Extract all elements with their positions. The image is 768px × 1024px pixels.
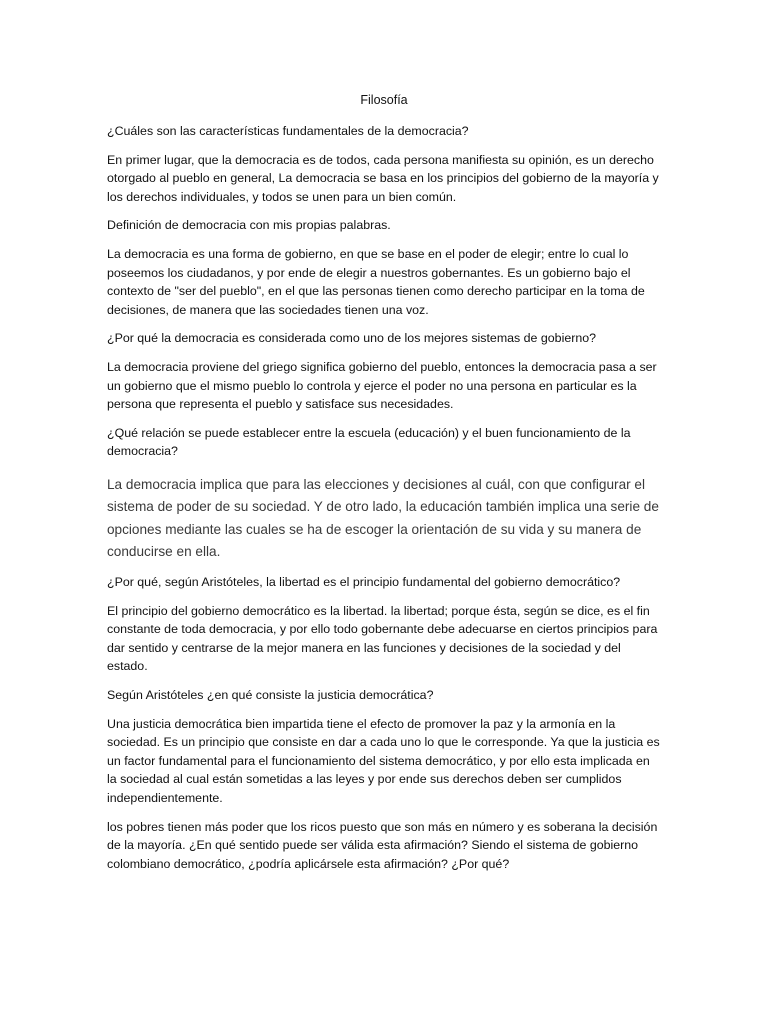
question-paragraph: Según Aristóteles ¿en qué consiste la justicia democrática? xyxy=(107,688,434,703)
document-title: Filosofía xyxy=(360,93,408,107)
answer-paragraph: El principio del gobierno democrático es la libertad. la libertad; porque ésta, según se dice, es el fin constante de toda democracia, y por ello todo gobernante debe adecuarse en ciertos principios para dar sentido y centrarse de la mejor manera en las funciones y decisiones de la sociedad y del estado. xyxy=(107,603,658,674)
answer-paragraph: Una justicia democrática bien impartida tiene el efecto de promover la paz y la armonía en la sociedad. Es un principio que consiste en dar a cada uno lo que le corresponde. Ya que la justicia es un factor fundamental para el funcionamiento del sistema democrático, y por ello esta implicada en la sociedad al cual están sometidas a las leyes y por ende sus derechos deben ser cumplidos independientemente. xyxy=(107,716,660,806)
document-body xyxy=(107,122,662,883)
answer-paragraph: La democracia implica que para las elecciones y decisiones al cuál, con que configurar el sistema de poder de su sociedad. Y de otro lado, la educación también implica una serie de opciones mediante las cuales se ha de escoger la orientación de su vida y su manera de conducirse en ella. xyxy=(107,476,659,559)
answer-paragraph: En primer lugar, que la democracia es de todos, cada persona manifiesta su opinión, es un derecho otorgado al pueblo en general, La democracia se basa en los principios del gobierno de la mayoría y los derechos individuales, y todos se unen para un bien común. xyxy=(107,152,659,204)
question-paragraph: ¿Por qué la democracia es considerada como uno de los mejores sistemas de gobierno? xyxy=(107,331,597,346)
question-paragraph: ¿Por qué, según Aristóteles, la libertad es el principio fundamental del gobierno democrático? xyxy=(107,575,621,590)
answer-paragraph: los pobres tienen más poder que los ricos puesto que son más en número y es soberana la decisión de la mayoría. ¿En qué sentido puede ser válida esta afirmación? Siendo el sistema de gobierno colombiano democrático, ¿podría aplicársele esta afirmación? ¿Por qué? xyxy=(107,819,658,871)
answer-paragraph: La democracia es una forma de gobierno, en que se base en el poder de elegir; entre lo cual lo poseemos los ciudadanos, y por ende de elegir a nuestros gobernantes. Es un gobierno bajo el contexto de "ser del pueblo", en el que las personas tienen como derecho participar en la toma de decisiones, de manera que las sociedades tienen una voz. xyxy=(107,246,645,317)
question-paragraph: ¿Cuáles son las características fundamentales de la democracia? xyxy=(107,124,469,138)
question-paragraph: ¿Qué relación se puede establecer entre la escuela (educación) y el buen funcionamiento de la democracia? xyxy=(107,425,631,459)
answer-paragraph: La democracia proviene del griego significa gobierno del pueblo, entonces la democracia pasa a ser un gobierno que el mismo pueblo lo controla y ejerce el poder no una persona en particular es la persona que representa el pueblo y satisface sus necesidades. xyxy=(107,359,657,412)
question-paragraph: Definición de democracia con mis propias palabras. xyxy=(107,218,391,233)
